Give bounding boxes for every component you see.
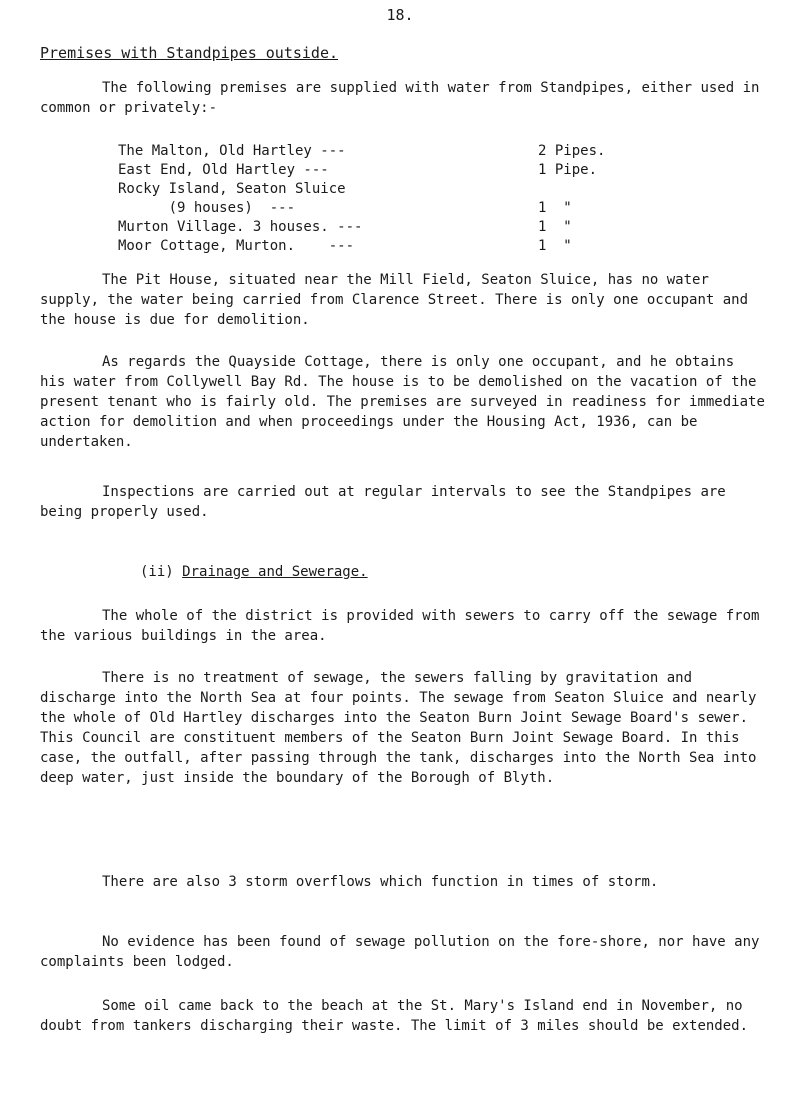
oil-paragraph xyxy=(40,996,765,1036)
pollution-text: No evidence has been found of sewage pollution on the fore-shore, nor have any complaints been lodged. xyxy=(40,934,760,970)
inspections-text: Inspections are carried out at regular intervals to see the Standpipes are being properly used. xyxy=(40,484,726,520)
premises-place: The Malton, Old Hartley --- xyxy=(118,143,346,159)
treatment-text: There is no treatment of sewage, the sewers falling by gravitation and discharge into the North Sea at four points. The sewage from Seaton Sluice and nearly the whole of Old Hartley discharges into the Seaton Burn Joint Sewage Board's sewer. This Council are constituent members of the Seaton Burn Joint Sewage Board. In this case, the outfall, after passing through the tank, discharges into the North Sea into deep water, just inside the boundary of the Borough of Blyth. xyxy=(40,670,757,786)
premises-pipes: 1 " xyxy=(538,238,572,254)
pollution-paragraph xyxy=(40,932,765,972)
district-paragraph xyxy=(40,606,765,646)
page-number: 18. xyxy=(386,6,414,24)
premises-row xyxy=(118,237,605,256)
premises-row xyxy=(118,161,605,180)
district-text: The whole of the district is provided with sewers to carry off the sewage from the various buildings in the area. xyxy=(40,608,760,644)
oil-text: Some oil came back to the beach at the St. Mary's Island end in November, no doubt from tankers discharging their waste. The limit of 3 miles should be extended. xyxy=(40,998,749,1034)
storm-text: There are also 3 storm overflows which function in times of storm. xyxy=(102,874,659,890)
premises-list xyxy=(118,142,605,256)
quayside-paragraph xyxy=(40,352,765,452)
section-heading: Premises with Standpipes outside. xyxy=(40,44,339,62)
inspections-paragraph xyxy=(40,482,765,522)
premises-pipes: 1 " xyxy=(538,219,572,235)
premises-pipes: 1 Pipe. xyxy=(538,162,598,178)
premises-place: Moor Cottage, Murton. --- xyxy=(118,238,355,254)
premises-place: (9 houses) --- xyxy=(118,200,296,216)
premises-place: Murton Village. 3 houses. --- xyxy=(118,219,363,235)
premises-row xyxy=(118,199,605,218)
subheading-number: (ii) xyxy=(140,564,174,580)
premises-row xyxy=(118,180,605,199)
storm-paragraph xyxy=(40,872,765,892)
premises-place: East End, Old Hartley --- xyxy=(118,162,329,178)
premises-place: Rocky Island, Seaton Sluice xyxy=(118,181,346,197)
premises-pipes: 1 " xyxy=(538,200,572,216)
premises-row xyxy=(118,142,605,161)
premises-row xyxy=(118,218,605,237)
treatment-paragraph xyxy=(40,668,765,788)
pit-house-text: The Pit House, situated near the Mill Field, Seaton Sluice, has no water supply, the water being carried from Clarence Street. There is only one occupant and the house is due for demolition. xyxy=(40,272,749,328)
subheading-title: Drainage and Sewerage. xyxy=(182,564,368,580)
quayside-text: As regards the Quayside Cottage, there is only one occupant, and he obtains his water from Collywell Bay Rd. The house is to be demolished on the vacation of the present tenant who is fairly old. The premises are surveyed in readiness for immediate action for demolition and when proceedings under the Housing Act, 1936, can be undertaken. xyxy=(40,354,765,450)
intro-paragraph xyxy=(40,78,765,118)
intro-text: The following premises are supplied with water from Standpipes, either used in common or privately:- xyxy=(40,80,760,116)
pit-house-paragraph xyxy=(40,270,765,330)
drainage-subheading xyxy=(140,564,368,580)
premises-pipes: 2 Pipes. xyxy=(538,143,606,159)
